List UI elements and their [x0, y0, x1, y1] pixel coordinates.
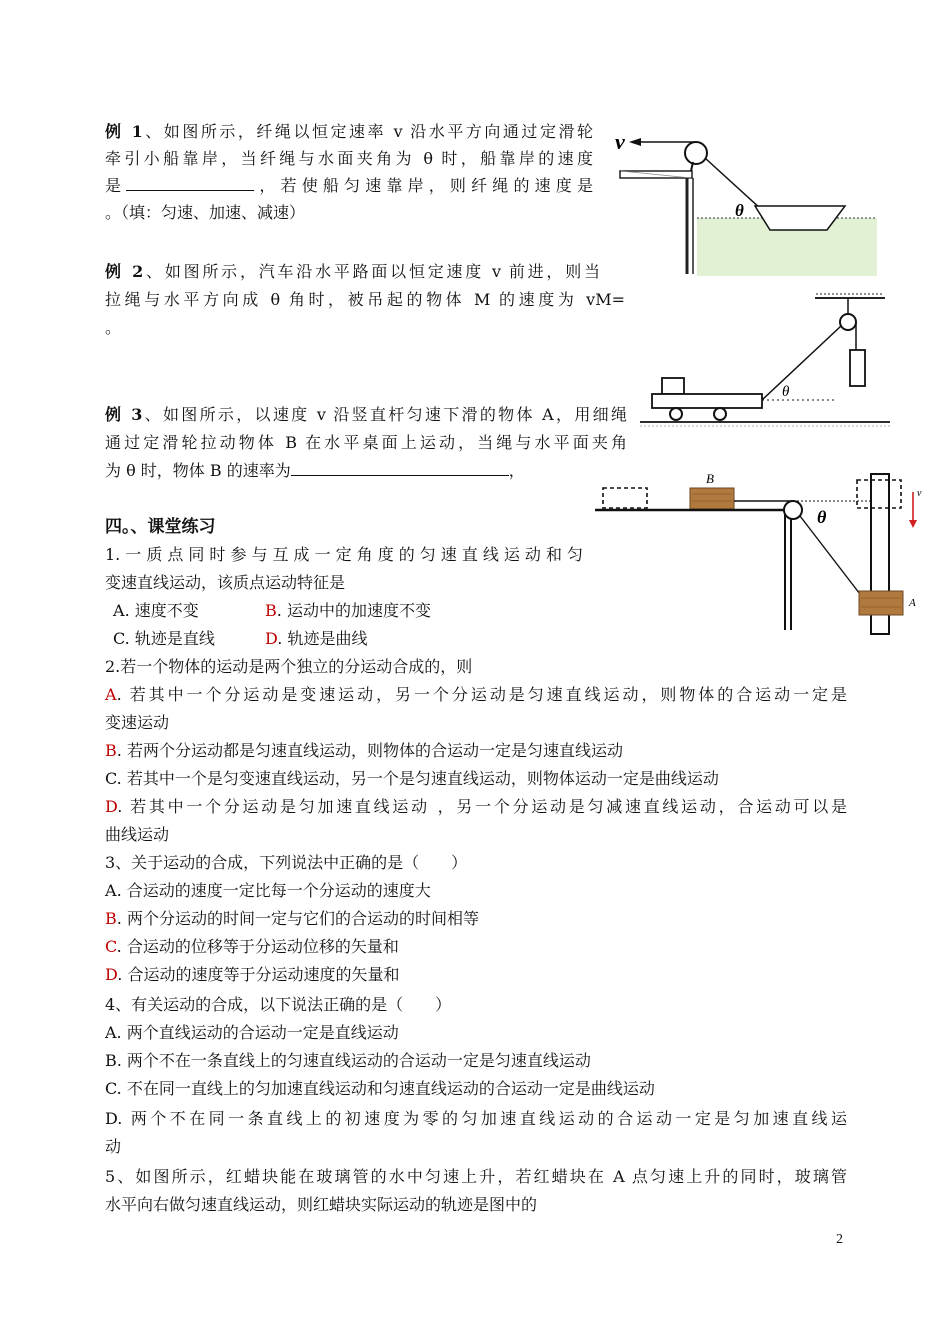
ghost-block-b: [603, 488, 647, 508]
ex1-label: 例 1: [105, 122, 143, 141]
rope-slanted: [800, 516, 863, 598]
answer-blank-1[interactable]: [126, 175, 254, 191]
q4-option-b: B. 两个不在一条直线上的匀速直线运动的合运动一定是匀速直线运动: [105, 1051, 591, 1070]
q1-option-a: A. 速度不变: [113, 601, 199, 620]
answer-blank-3[interactable]: [291, 460, 509, 476]
down-arrow-icon: [909, 520, 917, 528]
v-label: v: [917, 488, 922, 499]
ex1-line1: 例 1、如图所示，纤绳以恒定速率 v 沿水平方向通过定滑轮: [105, 122, 593, 141]
figure-rod-table: [595, 470, 935, 640]
q4-option-d-cont: 动: [105, 1137, 122, 1156]
ex1-line2: 牵引小船靠岸，当纤绳与水面夹角为 θ 时，船靠岸的速度: [105, 149, 593, 168]
b-label: B: [706, 471, 714, 486]
q4-option-a: A. 两个直线运动的合运动一定是直线运动: [105, 1023, 399, 1042]
truck-cab: [662, 378, 684, 394]
q2-option-d-cont: 曲线运动: [105, 825, 170, 844]
ex3-label: 例 3: [105, 405, 143, 424]
q3-option-d: D. 合运动的速度等于分运动速度的矢量和: [105, 965, 400, 984]
figure-truck-pulley: [640, 292, 890, 437]
ex3-line1: 例 3、如图所示，以速度 v 沿竖直杆匀速下滑的物体 A，用细绳: [105, 405, 627, 424]
q2-stem: 2.若一个物体的运动是两个独立的分运动合成的，则: [105, 657, 473, 676]
pulley-icon: [784, 501, 802, 519]
block-a: [859, 591, 903, 615]
q2-option-c: C. 若其中一个是匀变速直线运动，另一个是匀速直线运动，则物体运动一定是曲线运动: [105, 769, 719, 788]
ex3-line3: 为 θ 时，物体 B 的速率为 ，: [105, 461, 525, 480]
theta-label: θ: [735, 201, 744, 220]
ex2-line2: 拉绳与水平方向成 θ 角时，被吊起的物体 M 的速度为 vM=: [105, 290, 625, 309]
q3-stem: 3、关于运动的合成，下列说法中正确的是（ ）: [105, 853, 468, 872]
figure-boat-pulley: [615, 118, 880, 278]
ex1-line4: 。（填：匀速、加速、减速）: [105, 203, 306, 222]
v-label: v: [615, 129, 625, 154]
q4-option-d: D. 两个不在同一条直线上的初速度为零的匀加速直线运动的合运动一定是匀加速直线运: [105, 1109, 847, 1128]
velocity-arrow-icon: [629, 138, 641, 146]
q2-option-d: D. 若其中一个分运动是匀加速直线运动 ，另一个分运动是匀减速直线运动，合运动可以是: [105, 797, 847, 816]
rope-slanted: [762, 326, 841, 400]
q1-stem-2: 变速直线运动，该质点运动特征是: [105, 573, 346, 592]
block-b: [690, 488, 734, 509]
q1-stem-1: 1.一质点同时参与互成一定角度的匀速直线运动和匀: [105, 545, 583, 564]
wheel-icon: [670, 408, 682, 420]
section-title: 四。、课堂练习: [105, 517, 216, 537]
q3-option-c: C. 合运动的位移等于分运动位移的矢量和: [105, 937, 399, 956]
page-number: 2: [836, 1232, 843, 1247]
theta-label: θ: [817, 507, 827, 527]
ex2-label: 例 2: [105, 262, 144, 281]
q1-option-b: B. 运动中的加速度不变: [265, 601, 431, 620]
wheel-icon: [714, 408, 726, 420]
a-label: A: [909, 597, 916, 609]
pulley-icon: [840, 314, 856, 330]
q2-option-a-cont: 变速运动: [105, 713, 170, 732]
q5-line1: 5、如图所示，红蜡块能在玻璃管的水中匀速上升，若红蜡块在 A 点匀速上升的同时，玻璃管: [105, 1167, 847, 1186]
q1-option-d: D. 轨迹是曲线: [265, 629, 368, 648]
q4-option-c: C. 不在同一直线上的匀加速直线运动和匀速直线运动的合运动一定是曲线运动: [105, 1079, 655, 1098]
theta-label: θ: [782, 384, 790, 400]
q1-option-c: C. 轨迹是直线: [113, 629, 215, 648]
ex2-line1: 例 2、如图所示，汽车沿水平路面以恒定速度 v 前进，则当: [105, 262, 600, 281]
ex2-line3: 。: [105, 318, 122, 337]
q5-line2: 水平向右做匀速直线运动，则红蜡块实际运动的轨迹是图中的: [105, 1195, 538, 1214]
q2-option-a: A. 若其中一个分运动是变速运动，另一个分运动是匀速直线运动，则物体的合运动一定是: [105, 685, 847, 704]
pulley-icon: [685, 142, 707, 164]
q2-option-b: B. 若两个分运动都是匀速直线运动，则物体的合运动一定是匀速直线运动: [105, 741, 623, 760]
q3-option-a: A. 合运动的速度一定比每一个分运动的速度大: [105, 881, 431, 900]
q4-stem: 4、有关运动的合成，以下说法正确的是（ ）: [105, 995, 452, 1014]
ex1-line3: 是 ，若使船匀速靠岸，则纤绳的速度是: [105, 176, 593, 195]
q3-option-b: B. 两个分运动的时间一定与它们的合运动的时间相等: [105, 909, 479, 928]
mass-block: [850, 350, 865, 386]
truck-bed: [652, 394, 762, 408]
ex3-line2: 通过定滑轮拉动物体 B 在水平桌面上运动，当绳与水平面夹角: [105, 433, 627, 452]
